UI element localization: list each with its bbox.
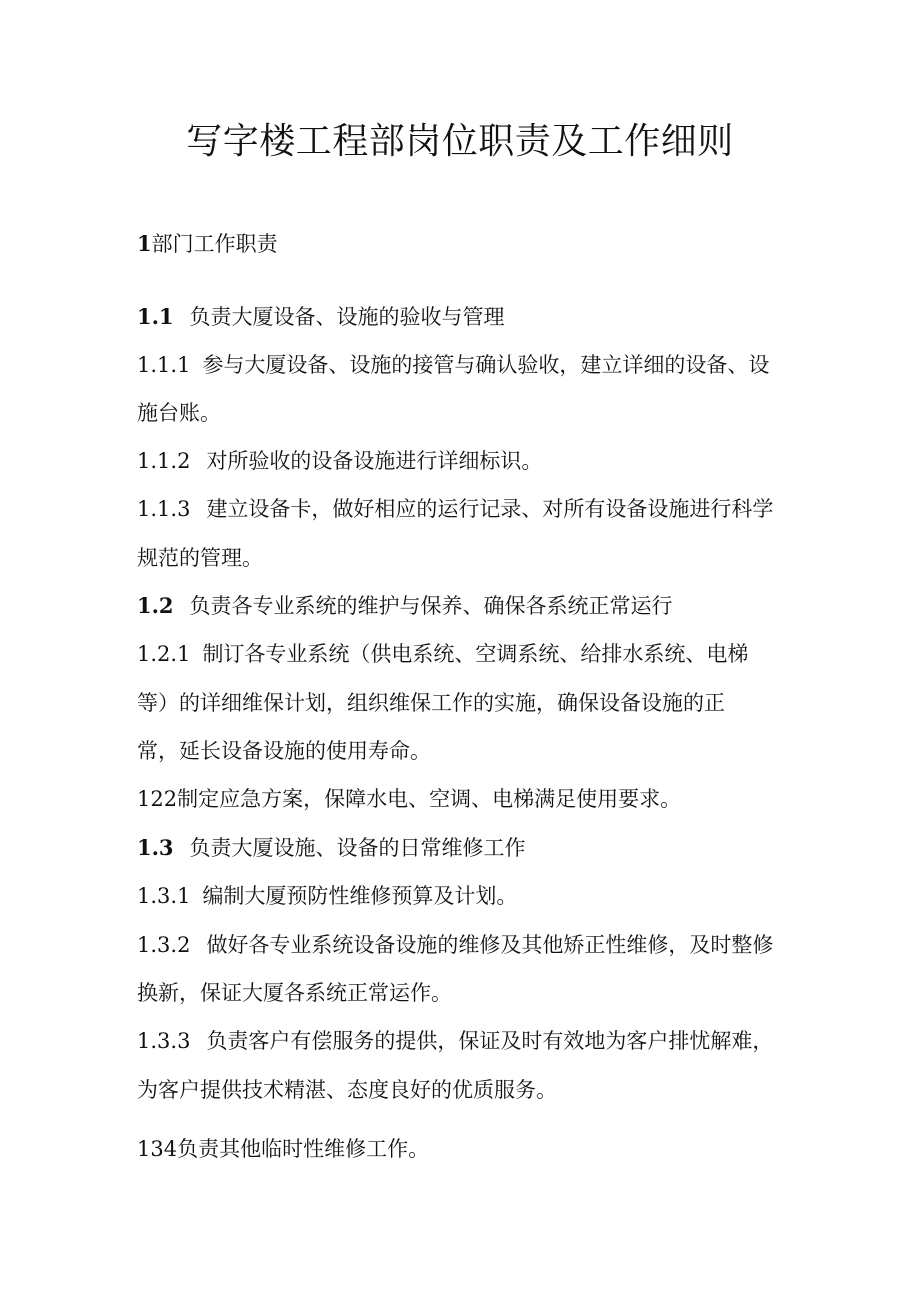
section-number: 1.2 <box>137 593 174 618</box>
item-number: 134 <box>137 1137 178 1161</box>
item-number: 1.1.2 <box>137 449 191 473</box>
item-text: 负责其他临时性维修工作。 <box>177 1137 430 1161</box>
item-1-3-3 <box>137 1026 773 1056</box>
item-1-1-3-cont <box>137 543 263 573</box>
item-number: 122 <box>137 787 178 811</box>
item-1-3-4 <box>137 1134 429 1164</box>
item-text: 参与大厦设备、设施的接管与确认验收，建立详细的设备、设 <box>202 353 770 377</box>
item-text: 规范的管理。 <box>137 546 263 570</box>
item-1-2-1-cont <box>137 736 431 766</box>
section-1-2 <box>137 591 673 621</box>
item-text: 制订各专业系统（供电系统、空调系统、给排水系统、电梯 <box>202 642 749 666</box>
section-text: 负责大厦设备、设施的验收与管理 <box>189 305 505 329</box>
item-number: 1.1.1 <box>137 353 191 377</box>
item-text: 换新，保证大厦各系统正常运作。 <box>137 981 452 1005</box>
item-text: 建立设备卡，做好相应的运行记录、对所有设备设施进行科学 <box>206 497 774 521</box>
item-1-2-2 <box>137 784 681 814</box>
item-1-1-1 <box>137 350 769 380</box>
section-number: 1.3 <box>137 835 174 860</box>
section-number: 1.1 <box>137 304 174 329</box>
item-number: 1.3.1 <box>137 884 191 908</box>
item-number: 1.2.1 <box>137 642 191 666</box>
item-1-1-3 <box>137 494 773 524</box>
item-text: 编制大厦预防性维修预算及计划。 <box>202 884 518 908</box>
item-text: 制定应急方案，保障水电、空调、电梯满足使用要求。 <box>177 787 682 811</box>
item-1-1-1-cont <box>137 398 221 428</box>
section-text: 负责大厦设施、设备的日常维修工作 <box>189 836 526 860</box>
item-1-2-1 <box>137 639 748 669</box>
item-text: 为客户提供技术精湛、态度良好的优质服务。 <box>137 1078 557 1102</box>
item-1-2-1-cont <box>137 688 725 718</box>
item-text: 对所验收的设备设施进行详细标识。 <box>206 449 543 473</box>
section-text: 负责各专业系统的维护与保养、确保各系统正常运行 <box>189 594 673 618</box>
item-text: 等）的详细维保计划，组织维保工作的实施，确保设备设施的正 <box>137 691 725 715</box>
item-1-3-3-cont <box>137 1075 557 1105</box>
section-text: 部门工作职责 <box>151 232 278 256</box>
item-1-3-2-cont <box>137 978 452 1008</box>
item-number: 1.3.2 <box>137 933 191 957</box>
item-number: 1.3.3 <box>137 1029 191 1053</box>
item-1-1-2 <box>137 446 542 476</box>
item-text: 做好各专业系统设备设施的维修及其他矫正性维修，及时整修 <box>206 933 774 957</box>
section-number: 1 <box>137 231 152 256</box>
item-number: 1.1.3 <box>137 497 191 521</box>
section-1-3 <box>137 833 526 863</box>
item-text: 负责客户有偿服务的提供，保证及时有效地为客户排忧解难， <box>206 1029 774 1053</box>
item-text: 常，延长设备设施的使用寿命。 <box>137 739 431 763</box>
document-title: 写字楼工程部岗位职责及工作细则 <box>186 121 734 162</box>
item-1-3-2 <box>137 930 773 960</box>
section-1-1 <box>137 302 505 332</box>
section-heading-1 <box>137 229 278 259</box>
item-text: 施台账。 <box>137 401 221 425</box>
item-1-3-1 <box>137 881 517 911</box>
